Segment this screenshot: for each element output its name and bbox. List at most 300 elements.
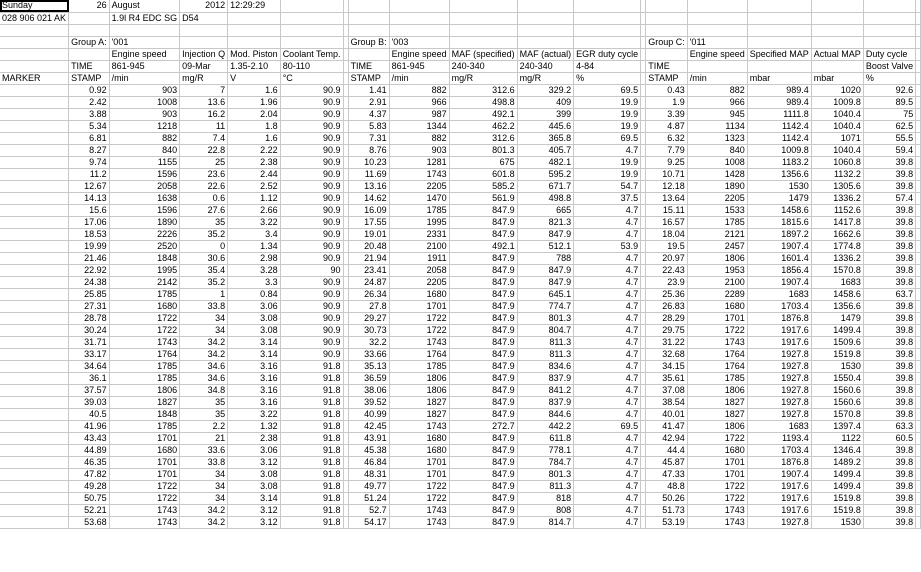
sheet-cell[interactable]: MAF (actual) [517,48,574,60]
sheet-cell[interactable]: 1911 [389,252,449,264]
sheet-cell[interactable]: 91.8 [280,396,343,408]
sheet-cell[interactable] [0,156,69,168]
sheet-cell[interactable]: 19.99 [69,240,110,252]
sheet-cell[interactable]: 844.6 [517,408,574,420]
sheet-cell[interactable]: 1281 [389,156,449,168]
sheet-cell[interactable] [916,444,921,456]
sheet-cell[interactable] [916,432,921,444]
sheet-cell[interactable]: 4.7 [574,504,641,516]
sheet-cell[interactable]: 903 [109,108,180,120]
sheet-cell[interactable]: 53.9 [574,240,641,252]
sheet-cell[interactable]: 3.4 [228,228,281,240]
sheet-cell[interactable]: 16.09 [348,204,389,216]
sheet-cell[interactable]: 28.29 [646,312,688,324]
sheet-cell[interactable]: 1785 [109,288,180,300]
sheet-cell[interactable]: 15.6 [69,204,110,216]
sheet-cell[interactable]: 3.39 [646,108,688,120]
sheet-cell[interactable] [916,372,921,384]
sheet-cell[interactable]: 847.9 [449,480,517,492]
sheet-cell[interactable]: 665 [517,204,574,216]
sheet-cell[interactable] [449,12,517,24]
sheet-cell[interactable] [0,108,69,120]
sheet-cell[interactable]: 1927.8 [747,372,811,384]
sheet-cell[interactable]: Group A: [69,36,110,48]
sheet-cell[interactable]: 2331 [389,228,449,240]
sheet-cell[interactable] [280,24,343,36]
sheet-cell[interactable]: 1927.8 [747,384,811,396]
sheet-cell[interactable] [916,480,921,492]
sheet-cell[interactable]: 92.6 [863,84,915,96]
sheet-cell[interactable]: 966 [687,96,747,108]
sheet-cell[interactable] [574,12,641,24]
sheet-cell[interactable]: 39.8 [863,276,915,288]
sheet-cell[interactable]: 20.48 [348,240,389,252]
sheet-cell[interactable]: 44.89 [69,444,110,456]
sheet-cell[interactable]: 1917.6 [747,480,811,492]
sheet-cell[interactable]: 1701 [389,456,449,468]
sheet-cell[interactable] [916,216,921,228]
sheet-cell[interactable]: TIME [646,60,688,72]
sheet-cell[interactable]: 59.4 [863,144,915,156]
sheet-cell[interactable]: 240-340 [449,60,517,72]
sheet-cell[interactable]: 90.9 [280,156,343,168]
sheet-cell[interactable]: 1142.4 [747,120,811,132]
sheet-cell[interactable]: 847.9 [449,408,517,420]
sheet-cell[interactable] [916,324,921,336]
sheet-cell[interactable]: 69.5 [574,84,641,96]
sheet-cell[interactable]: 861-945 [109,60,180,72]
sheet-cell[interactable] [0,516,69,528]
sheet-cell[interactable] [811,12,863,24]
sheet-cell[interactable]: 1722 [389,324,449,336]
sheet-cell[interactable]: 91.8 [280,360,343,372]
sheet-cell[interactable]: 1.9 [646,96,688,108]
sheet-cell[interactable]: 39.8 [863,372,915,384]
sheet-cell[interactable]: 34.2 [180,348,228,360]
sheet-cell[interactable]: 2205 [389,276,449,288]
sheet-cell[interactable]: 1743 [109,504,180,516]
sheet-cell[interactable]: 801.3 [449,144,517,156]
sheet-cell[interactable]: 35.2 [180,276,228,288]
sheet-cell[interactable]: 1876.8 [747,312,811,324]
sheet-cell[interactable]: 90 [280,264,343,276]
sheet-cell[interactable]: 1570.8 [811,264,863,276]
sheet-cell[interactable]: 1785 [389,204,449,216]
sheet-cell[interactable] [916,120,921,132]
sheet-cell[interactable]: 1008 [109,96,180,108]
sheet-cell[interactable]: 43.43 [69,432,110,444]
sheet-cell[interactable]: 54.17 [348,516,389,528]
sheet-cell[interactable]: 1499.4 [811,324,863,336]
sheet-cell[interactable]: 0 [180,240,228,252]
sheet-cell[interactable] [0,312,69,324]
sheet-cell[interactable]: Duty cycle [863,48,915,60]
sheet-cell[interactable]: 1305.6 [811,180,863,192]
sheet-cell[interactable]: 1183.2 [747,156,811,168]
sheet-cell[interactable]: 44.4 [646,444,688,456]
sheet-cell[interactable]: 1827 [687,408,747,420]
sheet-cell[interactable]: 1.96 [228,96,281,108]
sheet-cell[interactable]: 7.79 [646,144,688,156]
sheet-cell[interactable]: 595.2 [517,168,574,180]
sheet-cell[interactable] [0,60,69,72]
sheet-cell[interactable]: /min [687,72,747,84]
sheet-cell[interactable]: 8.27 [69,144,110,156]
sheet-cell[interactable]: 90.9 [280,168,343,180]
sheet-cell[interactable]: 1530 [811,360,863,372]
sheet-cell[interactable] [0,276,69,288]
sheet-cell[interactable]: 1040.4 [811,120,863,132]
sheet-cell[interactable]: 46.35 [69,456,110,468]
sheet-cell[interactable]: 90.9 [280,228,343,240]
sheet-cell[interactable]: 48.8 [646,480,688,492]
sheet-cell[interactable] [0,384,69,396]
sheet-cell[interactable] [0,396,69,408]
sheet-cell[interactable]: 2058 [109,180,180,192]
sheet-cell[interactable]: 38.54 [646,396,688,408]
sheet-cell[interactable]: 34 [180,312,228,324]
sheet-cell[interactable] [747,60,811,72]
sheet-cell[interactable] [449,36,517,48]
sheet-cell[interactable]: 16.57 [646,216,688,228]
sheet-cell[interactable]: 1722 [687,492,747,504]
sheet-cell[interactable]: 2457 [687,240,747,252]
sheet-cell[interactable]: 903 [109,84,180,96]
sheet-cell[interactable]: 1806 [389,372,449,384]
sheet-cell[interactable]: 42.45 [348,420,389,432]
sheet-cell[interactable]: 4.7 [574,360,641,372]
sheet-cell[interactable]: 1743 [687,516,747,528]
sheet-cell[interactable] [574,36,641,48]
sheet-cell[interactable]: 814.7 [517,516,574,528]
sheet-cell[interactable]: 2.42 [69,96,110,108]
sheet-cell[interactable]: 4.7 [574,204,641,216]
sheet-cell[interactable]: 09-Mar [180,60,228,72]
sheet-cell[interactable]: 1785 [109,372,180,384]
sheet-cell[interactable] [916,468,921,480]
sheet-cell[interactable]: 847.9 [449,456,517,468]
sheet-cell[interactable]: 22.6 [180,180,228,192]
sheet-cell[interactable]: 4.7 [574,432,641,444]
sheet-cell[interactable]: 1680 [687,444,747,456]
sheet-cell[interactable]: 1596 [109,168,180,180]
sheet-cell[interactable]: 3.12 [228,516,281,528]
sheet-cell[interactable]: 1722 [687,324,747,336]
sheet-cell[interactable] [916,204,921,216]
sheet-cell[interactable]: TIME [348,60,389,72]
sheet-cell[interactable] [517,0,574,12]
sheet-cell[interactable]: 847.9 [449,276,517,288]
sheet-cell[interactable]: 50.75 [69,492,110,504]
sheet-cell[interactable]: 36.1 [69,372,110,384]
sheet-cell[interactable]: 17.06 [69,216,110,228]
sheet-cell[interactable]: 33.8 [180,456,228,468]
sheet-cell[interactable] [916,516,921,528]
sheet-cell[interactable]: Group C: [646,36,688,48]
sheet-cell[interactable]: 39.8 [863,396,915,408]
sheet-cell[interactable] [0,120,69,132]
sheet-cell[interactable]: 39.8 [863,204,915,216]
sheet-cell[interactable]: 90.9 [280,84,343,96]
sheet-cell[interactable]: 7.31 [348,132,389,144]
sheet-cell[interactable]: 4.7 [574,144,641,156]
sheet-cell[interactable]: 2226 [109,228,180,240]
sheet-cell[interactable]: 3.28 [228,264,281,276]
sheet-cell[interactable]: 53.19 [646,516,688,528]
sheet-cell[interactable]: 1336.2 [811,192,863,204]
sheet-cell[interactable]: 39.8 [863,516,915,528]
sheet-cell[interactable]: 399 [517,108,574,120]
sheet-cell[interactable]: 847.9 [449,372,517,384]
sheet-cell[interactable]: 1701 [389,300,449,312]
sheet-cell[interactable]: 1530 [811,516,863,528]
sheet-cell[interactable] [916,384,921,396]
sheet-cell[interactable]: 3.14 [228,492,281,504]
sheet-cell[interactable]: 784.7 [517,456,574,468]
sheet-cell[interactable]: 34.6 [180,360,228,372]
sheet-cell[interactable]: 778.1 [517,444,574,456]
sheet-cell[interactable]: 37.08 [646,384,688,396]
sheet-cell[interactable]: 47.33 [646,468,688,480]
sheet-cell[interactable]: 39.8 [863,180,915,192]
sheet-cell[interactable] [0,300,69,312]
sheet-cell[interactable]: 90.9 [280,240,343,252]
sheet-cell[interactable]: 671.7 [517,180,574,192]
sheet-cell[interactable]: 1848 [109,252,180,264]
sheet-cell[interactable]: 903 [389,144,449,156]
sheet-cell[interactable]: 1142.4 [747,132,811,144]
sheet-cell[interactable]: 1020 [811,84,863,96]
sheet-cell[interactable]: 861-945 [389,60,449,72]
sheet-cell[interactable]: 1785 [109,420,180,432]
sheet-cell[interactable]: 1848 [109,408,180,420]
sheet-cell[interactable]: 840 [109,144,180,156]
sheet-cell[interactable]: Specified MAP [747,48,811,60]
sheet-cell[interactable] [863,0,915,12]
sheet-cell[interactable]: 3.14 [228,348,281,360]
sheet-cell[interactable]: 1008 [687,156,747,168]
sheet-cell[interactable]: 1785 [109,360,180,372]
sheet-cell[interactable]: 30.6 [180,252,228,264]
sheet-cell[interactable]: 1.41 [348,84,389,96]
sheet-cell[interactable]: 1.32 [228,420,281,432]
sheet-cell[interactable]: 34.6 [180,372,228,384]
sheet-cell[interactable]: 90.9 [280,252,343,264]
sheet-cell[interactable]: 91.8 [280,480,343,492]
sheet-cell[interactable]: 54.7 [574,180,641,192]
sheet-cell[interactable]: 1519.8 [811,492,863,504]
sheet-cell[interactable]: 52.7 [348,504,389,516]
sheet-cell[interactable]: 3.14 [228,336,281,348]
sheet-cell[interactable]: 1703.4 [747,300,811,312]
sheet-cell[interactable]: 561.9 [449,192,517,204]
sheet-cell[interactable]: 1499.4 [811,480,863,492]
sheet-cell[interactable] [916,252,921,264]
sheet-cell[interactable] [280,0,343,12]
sheet-cell[interactable]: 821.3 [517,216,574,228]
sheet-cell[interactable]: 26.34 [348,288,389,300]
sheet-cell[interactable]: 33.8 [180,300,228,312]
sheet-cell[interactable]: 12:29:29 [228,0,281,12]
sheet-cell[interactable]: 675 [449,156,517,168]
sheet-cell[interactable] [646,24,688,36]
sheet-cell[interactable]: 2.98 [228,252,281,264]
sheet-cell[interactable]: 837.9 [517,396,574,408]
sheet-cell[interactable]: 57.4 [863,192,915,204]
sheet-cell[interactable]: 1722 [389,312,449,324]
sheet-cell[interactable]: 1907.4 [747,468,811,480]
sheet-cell[interactable]: Group B: [348,36,389,48]
sheet-cell[interactable]: 882 [389,132,449,144]
sheet-cell[interactable]: 19.5 [646,240,688,252]
sheet-cell[interactable]: D54 [180,12,228,24]
sheet-cell[interactable]: 1680 [389,444,449,456]
sheet-cell[interactable]: 30.73 [348,324,389,336]
sheet-cell[interactable] [916,96,921,108]
sheet-cell[interactable] [449,24,517,36]
sheet-cell[interactable]: 4.7 [574,276,641,288]
sheet-cell[interactable]: 34 [180,324,228,336]
sheet-cell[interactable] [0,468,69,480]
sheet-cell[interactable]: 492.1 [449,108,517,120]
sheet-cell[interactable] [863,36,915,48]
sheet-cell[interactable]: °C [280,72,343,84]
sheet-cell[interactable]: 1701 [687,468,747,480]
sheet-cell[interactable]: 2205 [389,180,449,192]
sheet-cell[interactable] [0,252,69,264]
sheet-cell[interactable]: 37.5 [574,192,641,204]
sheet-cell[interactable]: 1.6 [228,84,281,96]
sheet-cell[interactable]: '001 [109,36,180,48]
sheet-cell[interactable]: 1530 [747,180,811,192]
sheet-cell[interactable]: 0.6 [180,192,228,204]
sheet-cell[interactable]: 1917.6 [747,324,811,336]
sheet-cell[interactable]: 1764 [389,348,449,360]
sheet-cell[interactable] [0,324,69,336]
sheet-cell[interactable]: MARKER [0,72,69,84]
sheet-cell[interactable]: 1743 [687,336,747,348]
sheet-cell[interactable]: 1356.6 [811,300,863,312]
sheet-cell[interactable]: 1071 [811,132,863,144]
sheet-cell[interactable]: 1122 [811,432,863,444]
sheet-cell[interactable] [517,12,574,24]
sheet-cell[interactable]: 90.9 [280,288,343,300]
sheet-cell[interactable]: 1509.6 [811,336,863,348]
sheet-cell[interactable]: 1344 [389,120,449,132]
sheet-cell[interactable]: 1134 [687,120,747,132]
sheet-cell[interactable]: 1560.6 [811,396,863,408]
sheet-cell[interactable]: STAMP [646,72,688,84]
sheet-cell[interactable]: 91.8 [280,456,343,468]
sheet-cell[interactable]: 35.13 [348,360,389,372]
sheet-cell[interactable]: 4.7 [574,252,641,264]
sheet-cell[interactable]: 774.7 [517,300,574,312]
sheet-cell[interactable]: 39.8 [863,468,915,480]
sheet-cell[interactable]: 90.9 [280,108,343,120]
sheet-cell[interactable]: 0.43 [646,84,688,96]
sheet-cell[interactable]: /min [109,72,180,84]
sheet-cell[interactable]: 35 [180,216,228,228]
sheet-cell[interactable] [0,216,69,228]
sheet-cell[interactable]: 847.9 [449,444,517,456]
sheet-cell[interactable]: 1.8 [228,120,281,132]
sheet-cell[interactable]: 1806 [687,252,747,264]
sheet-cell[interactable] [916,336,921,348]
sheet-cell[interactable]: 11.69 [348,168,389,180]
sheet-cell[interactable] [517,36,574,48]
sheet-cell[interactable] [389,24,449,36]
sheet-cell[interactable]: 4.7 [574,468,641,480]
sheet-cell[interactable]: 498.8 [449,96,517,108]
sheet-cell[interactable] [0,348,69,360]
sheet-cell[interactable]: 34.2 [180,516,228,528]
sheet-cell[interactable] [0,180,69,192]
sheet-cell[interactable] [916,36,921,48]
sheet-cell[interactable]: 69.5 [574,132,641,144]
sheet-cell[interactable]: 1806 [687,384,747,396]
sheet-cell[interactable]: 39.8 [863,456,915,468]
sheet-cell[interactable] [348,24,389,36]
sheet-cell[interactable]: V [228,72,281,84]
sheet-cell[interactable]: 1785 [389,360,449,372]
sheet-cell[interactable]: 1927.8 [747,360,811,372]
sheet-cell[interactable]: 3.08 [228,312,281,324]
sheet-cell[interactable] [0,48,69,60]
sheet-cell[interactable] [0,504,69,516]
sheet-cell[interactable] [747,36,811,48]
sheet-cell[interactable] [916,504,921,516]
sheet-cell[interactable] [916,456,921,468]
sheet-cell[interactable]: 11.2 [69,168,110,180]
sheet-cell[interactable]: 611.8 [517,432,574,444]
sheet-cell[interactable]: 847.9 [449,384,517,396]
sheet-cell[interactable]: Boost Valve [863,60,915,72]
sheet-cell[interactable]: 33.17 [69,348,110,360]
sheet-cell[interactable]: mg/R [449,72,517,84]
sheet-cell[interactable] [69,48,110,60]
sheet-cell[interactable] [0,192,69,204]
sheet-cell[interactable] [180,24,228,36]
sheet-cell[interactable] [0,144,69,156]
sheet-cell[interactable]: 90.9 [280,144,343,156]
sheet-cell[interactable]: 91.8 [280,384,343,396]
sheet-cell[interactable]: 90.9 [280,336,343,348]
sheet-cell[interactable]: 24.38 [69,276,110,288]
sheet-cell[interactable]: 3.16 [228,396,281,408]
sheet-cell[interactable]: Mod. Piston [228,48,281,60]
sheet-cell[interactable]: 4-84 [574,60,641,72]
sheet-cell[interactable] [687,24,747,36]
sheet-cell[interactable]: 32.2 [348,336,389,348]
sheet-cell[interactable]: 2100 [389,240,449,252]
sheet-cell[interactable]: 1927.8 [747,516,811,528]
sheet-cell[interactable]: 801.3 [517,312,574,324]
sheet-cell[interactable]: 1927.8 [747,348,811,360]
sheet-cell[interactable]: 1917.6 [747,492,811,504]
sheet-cell[interactable]: 39.8 [863,384,915,396]
sheet-cell[interactable] [180,36,228,48]
sheet-cell[interactable]: 34 [180,468,228,480]
sheet-cell[interactable]: 21.46 [69,252,110,264]
sheet-cell[interactable]: 2520 [109,240,180,252]
sheet-cell[interactable]: 9.74 [69,156,110,168]
sheet-cell[interactable]: 1152.6 [811,204,863,216]
sheet-cell[interactable] [916,288,921,300]
sheet-cell[interactable] [863,24,915,36]
sheet-cell[interactable]: 90.9 [280,276,343,288]
sheet-cell[interactable]: 1009.8 [747,144,811,156]
sheet-cell[interactable]: 945 [687,108,747,120]
